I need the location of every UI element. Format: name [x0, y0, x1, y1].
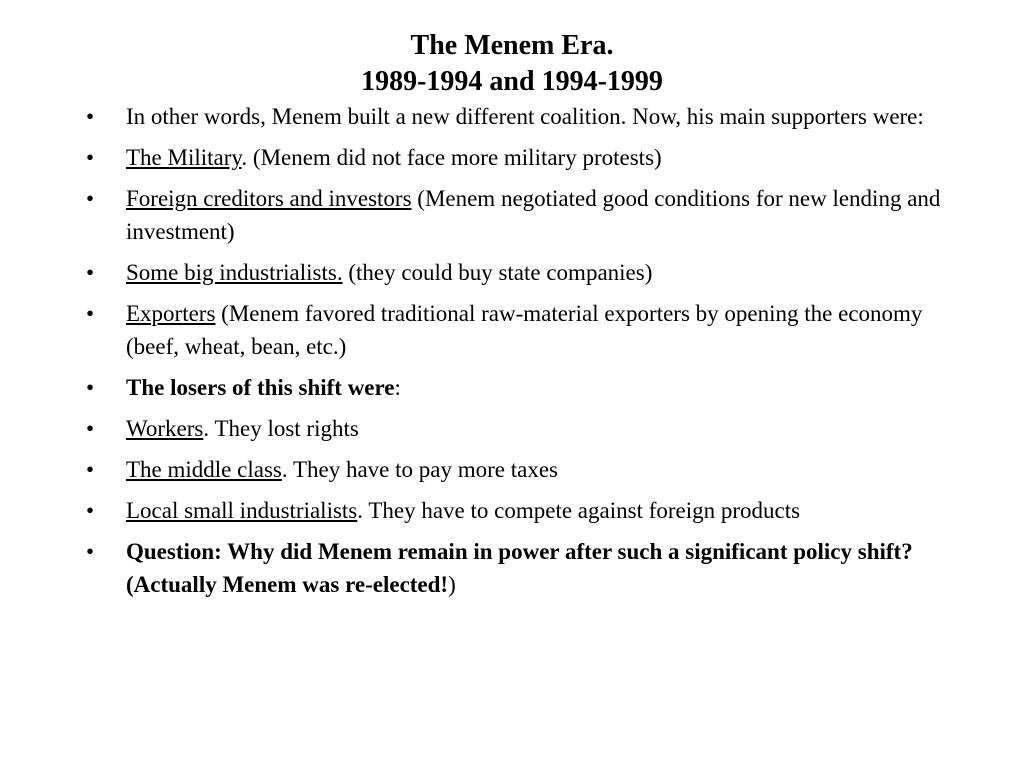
bullet-item — [86, 256, 956, 289]
bullet-marker: • — [86, 186, 95, 211]
bullet-item — [86, 297, 956, 363]
bullet-underlined-text: The middle class — [126, 457, 282, 482]
slide-title — [0, 28, 1024, 100]
bullet-marker: • — [86, 104, 95, 129]
bullet-underlined-text: Local small industrialists — [126, 498, 358, 523]
bullet-text: . (Menem did not face more military protests) — [241, 145, 662, 170]
bullet-underlined-text: Workers — [126, 416, 204, 441]
bullet-text: ) — [448, 572, 456, 597]
bullet-item — [86, 453, 956, 486]
bullet-marker: • — [86, 260, 95, 285]
bullet-marker: • — [86, 539, 95, 564]
bullet-item — [86, 182, 956, 248]
bullet-text: (Menem favored traditional raw-material exporters by opening the economy (beef, wheat, bean, etc.) — [126, 301, 923, 359]
bullet-text: (they could buy state companies) — [342, 260, 653, 285]
bullet-text: (Menem negotiated good conditions for new lending and investment) — [126, 186, 941, 244]
bullet-marker: • — [86, 416, 95, 441]
bullet-text: In other words, Menem built a new different coalition. Now, his main supporters were: — [126, 104, 924, 129]
bullet-marker: • — [86, 498, 95, 523]
bullet-text: . They have to pay more taxes — [281, 457, 558, 482]
bullet-item — [86, 535, 956, 601]
bullet-item — [86, 494, 956, 527]
bullet-item — [86, 371, 956, 404]
bullet-bold-text: Question: Why did Menem remain in power after such a significant policy shift? (Actually Menem was re-elected! — [126, 539, 913, 597]
bullet-marker: • — [86, 457, 95, 482]
bullet-bold-text: The losers of this shift were — [126, 375, 395, 400]
bullet-marker: • — [86, 375, 95, 400]
title-line-1: The Menem Era. — [410, 30, 614, 61]
bullet-underlined-text: Some big industrialists. — [126, 260, 343, 285]
bullet-marker: • — [86, 145, 95, 170]
bullet-item — [86, 412, 956, 445]
bullet-item — [86, 141, 956, 174]
bullet-underlined-text: Exporters — [126, 301, 216, 326]
bullet-text: : — [394, 375, 401, 400]
bullet-list — [86, 100, 956, 609]
bullet-underlined-text: Foreign creditors and investors — [126, 186, 412, 211]
bullet-item — [86, 100, 956, 133]
title-line-2: 1989-1994 and 1994-1999 — [361, 66, 663, 97]
bullet-underlined-text: The Military — [126, 145, 242, 170]
bullet-marker: • — [86, 301, 95, 326]
bullet-text: . They lost rights — [203, 416, 359, 441]
bullet-text: . They have to compete against foreign products — [357, 498, 801, 523]
